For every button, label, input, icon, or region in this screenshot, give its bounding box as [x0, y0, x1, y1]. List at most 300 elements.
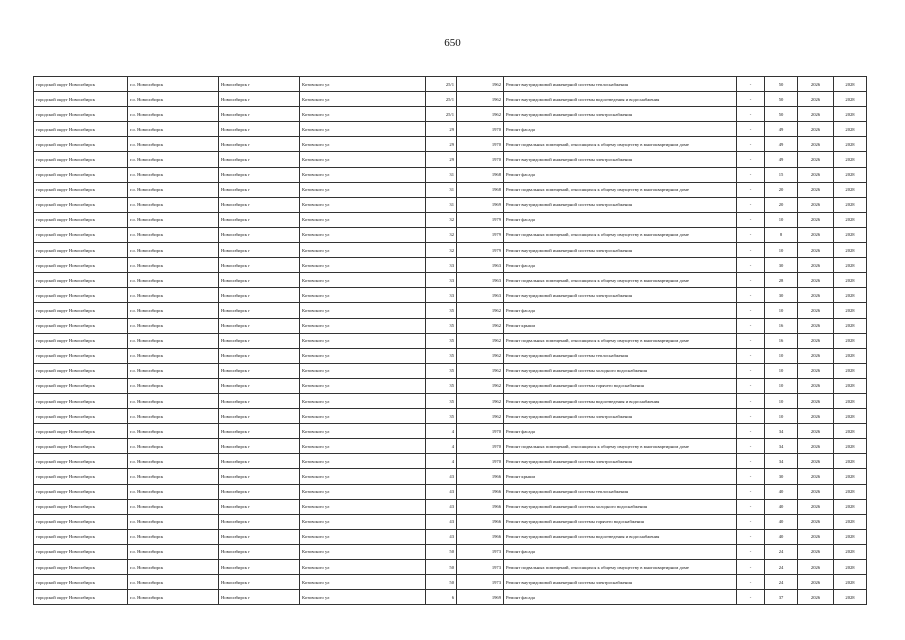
- cell-district: г.о. Новосибирск: [128, 288, 219, 303]
- cell-street: Котовского ул: [300, 182, 426, 197]
- cell-house-number: 4: [426, 439, 457, 454]
- cell-placeholder-dash: -: [737, 243, 765, 258]
- cell-end-year: 2028: [834, 590, 867, 605]
- cell-district: г.о. Новосибирск: [128, 590, 219, 605]
- table-row: [34, 590, 867, 605]
- cell-house-number: 35: [426, 303, 457, 318]
- cell-district: г.о. Новосибирск: [128, 409, 219, 424]
- cell-end-year: 2028: [834, 77, 867, 92]
- table-row: [34, 92, 867, 107]
- cell-house-number: 43: [426, 514, 457, 529]
- cell-district: г.о. Новосибирск: [128, 137, 219, 152]
- cell-district: г.о. Новосибирск: [128, 454, 219, 469]
- cell-house-number: 25/1: [426, 77, 457, 92]
- cell-placeholder-dash: -: [737, 499, 765, 514]
- cell-placeholder-dash: -: [737, 393, 765, 408]
- cell-settlement: Новосибирск г: [219, 378, 300, 393]
- cell-house-number: 4: [426, 454, 457, 469]
- cell-municipality: городской округ Новосибирск: [34, 575, 128, 590]
- cell-year-built: 1973: [457, 544, 504, 559]
- cell-street: Котовского ул: [300, 484, 426, 499]
- cell-end-year: 2028: [834, 212, 867, 227]
- cell-work-type: Ремонт подвальных помещений, относящихся к общему имуществу в многоквартирном доме: [504, 560, 737, 575]
- cell-work-type: Ремонт внутридомовой инженерной системы теплоснабжения: [504, 484, 737, 499]
- cell-year-built: 1966: [457, 469, 504, 484]
- cell-settlement: Новосибирск г: [219, 227, 300, 242]
- table-row: [34, 243, 867, 258]
- cell-year-built: 1979: [457, 243, 504, 258]
- table-row: [34, 333, 867, 348]
- cell-start-year: 2026: [798, 409, 834, 424]
- cell-start-year: 2026: [798, 469, 834, 484]
- cell-street: Котовского ул: [300, 273, 426, 288]
- cell-settlement: Новосибирск г: [219, 77, 300, 92]
- cell-work-type: Ремонт внутридомовой инженерной системы электроснабжения: [504, 409, 737, 424]
- cell-placeholder-dash: -: [737, 137, 765, 152]
- cell-street: Котовского ул: [300, 243, 426, 258]
- cell-placeholder-dash: -: [737, 227, 765, 242]
- cell-end-year: 2028: [834, 454, 867, 469]
- cell-street: Котовского ул: [300, 363, 426, 378]
- cell-start-year: 2026: [798, 212, 834, 227]
- cell-street: Котовского ул: [300, 77, 426, 92]
- cell-end-year: 2028: [834, 182, 867, 197]
- cell-municipality: городской округ Новосибирск: [34, 167, 128, 182]
- cell-settlement: Новосибирск г: [219, 575, 300, 590]
- cell-house-number: 35: [426, 348, 457, 363]
- cell-start-year: 2026: [798, 544, 834, 559]
- cell-value: 34: [765, 454, 798, 469]
- table-row: [34, 484, 867, 499]
- cell-work-type: Ремонт внутридомовой инженерной системы холодного водоснабжения: [504, 363, 737, 378]
- cell-end-year: 2028: [834, 560, 867, 575]
- cell-start-year: 2026: [798, 454, 834, 469]
- cell-value: 20: [765, 182, 798, 197]
- cell-value: 16: [765, 318, 798, 333]
- cell-placeholder-dash: -: [737, 439, 765, 454]
- cell-end-year: 2028: [834, 575, 867, 590]
- cell-settlement: Новосибирск г: [219, 273, 300, 288]
- cell-placeholder-dash: -: [737, 318, 765, 333]
- cell-work-type: Ремонт внутридомовой инженерной системы электроснабжения: [504, 575, 737, 590]
- cell-street: Котовского ул: [300, 514, 426, 529]
- cell-end-year: 2028: [834, 348, 867, 363]
- cell-district: г.о. Новосибирск: [128, 303, 219, 318]
- cell-house-number: 50: [426, 575, 457, 590]
- cell-end-year: 2028: [834, 243, 867, 258]
- cell-end-year: 2028: [834, 137, 867, 152]
- cell-settlement: Новосибирск г: [219, 424, 300, 439]
- cell-placeholder-dash: -: [737, 409, 765, 424]
- cell-street: Котовского ул: [300, 318, 426, 333]
- cell-year-built: 1970: [457, 439, 504, 454]
- cell-start-year: 2026: [798, 243, 834, 258]
- cell-placeholder-dash: -: [737, 197, 765, 212]
- cell-work-type: Ремонт фасада: [504, 303, 737, 318]
- cell-work-type: Ремонт внутридомовой инженерной системы горячего водоснабжения: [504, 378, 737, 393]
- cell-district: г.о. Новосибирск: [128, 439, 219, 454]
- cell-work-type: Ремонт фасада: [504, 544, 737, 559]
- cell-settlement: Новосибирск г: [219, 393, 300, 408]
- cell-work-type: Ремонт внутридомовой инженерной системы электроснабжения: [504, 243, 737, 258]
- cell-start-year: 2026: [798, 303, 834, 318]
- cell-work-type: Ремонт подвальных помещений, относящихся к общему имуществу в многоквартирном доме: [504, 333, 737, 348]
- cell-settlement: Новосибирск г: [219, 409, 300, 424]
- cell-work-type: Ремонт фасада: [504, 212, 737, 227]
- cell-street: Котовского ул: [300, 560, 426, 575]
- cell-start-year: 2026: [798, 333, 834, 348]
- cell-value: 49: [765, 152, 798, 167]
- table-row: [34, 273, 867, 288]
- cell-end-year: 2028: [834, 258, 867, 273]
- cell-value: 49: [765, 122, 798, 137]
- cell-start-year: 2026: [798, 122, 834, 137]
- cell-year-built: 1968: [457, 182, 504, 197]
- cell-start-year: 2026: [798, 182, 834, 197]
- cell-work-type: Ремонт крыши: [504, 318, 737, 333]
- page-number: 650: [444, 37, 461, 49]
- table-row: [34, 107, 867, 122]
- cell-year-built: 1962: [457, 77, 504, 92]
- cell-start-year: 2026: [798, 197, 834, 212]
- cell-year-built: 1979: [457, 212, 504, 227]
- cell-street: Котовского ул: [300, 499, 426, 514]
- table-row: [34, 197, 867, 212]
- cell-value: 10: [765, 348, 798, 363]
- cell-year-built: 1970: [457, 152, 504, 167]
- cell-value: 10: [765, 393, 798, 408]
- cell-district: г.о. Новосибирск: [128, 227, 219, 242]
- cell-municipality: городской округ Новосибирск: [34, 363, 128, 378]
- cell-start-year: 2026: [798, 288, 834, 303]
- cell-house-number: 43: [426, 529, 457, 544]
- cell-end-year: 2028: [834, 439, 867, 454]
- cell-district: г.о. Новосибирск: [128, 92, 219, 107]
- table-row: [34, 424, 867, 439]
- cell-work-type: Ремонт фасада: [504, 424, 737, 439]
- cell-end-year: 2028: [834, 273, 867, 288]
- table-row: [34, 544, 867, 559]
- cell-placeholder-dash: -: [737, 424, 765, 439]
- table-row: [34, 439, 867, 454]
- cell-value: 10: [765, 409, 798, 424]
- cell-start-year: 2026: [798, 227, 834, 242]
- cell-settlement: Новосибирск г: [219, 212, 300, 227]
- cell-municipality: городской округ Новосибирск: [34, 258, 128, 273]
- cell-end-year: 2028: [834, 318, 867, 333]
- cell-end-year: 2028: [834, 499, 867, 514]
- cell-municipality: городской округ Новосибирск: [34, 439, 128, 454]
- cell-district: г.о. Новосибирск: [128, 318, 219, 333]
- cell-house-number: 50: [426, 560, 457, 575]
- table-row: [34, 122, 867, 137]
- cell-house-number: 33: [426, 288, 457, 303]
- cell-district: г.о. Новосибирск: [128, 243, 219, 258]
- cell-street: Котовского ул: [300, 424, 426, 439]
- cell-value: 16: [765, 333, 798, 348]
- cell-house-number: 33: [426, 258, 457, 273]
- cell-district: г.о. Новосибирск: [128, 167, 219, 182]
- cell-work-type: Ремонт внутридомовой инженерной системы электроснабжения: [504, 454, 737, 469]
- cell-placeholder-dash: -: [737, 348, 765, 363]
- cell-settlement: Новосибирск г: [219, 529, 300, 544]
- cell-end-year: 2028: [834, 197, 867, 212]
- cell-start-year: 2026: [798, 273, 834, 288]
- cell-start-year: 2026: [798, 560, 834, 575]
- cell-municipality: городской округ Новосибирск: [34, 514, 128, 529]
- cell-settlement: Новосибирск г: [219, 544, 300, 559]
- cell-year-built: 1962: [457, 92, 504, 107]
- cell-municipality: городской округ Новосибирск: [34, 499, 128, 514]
- cell-start-year: 2026: [798, 318, 834, 333]
- cell-placeholder-dash: -: [737, 560, 765, 575]
- cell-district: г.о. Новосибирск: [128, 484, 219, 499]
- table-row: [34, 393, 867, 408]
- cell-start-year: 2026: [798, 92, 834, 107]
- cell-settlement: Новосибирск г: [219, 167, 300, 182]
- cell-end-year: 2028: [834, 107, 867, 122]
- cell-year-built: 1968: [457, 167, 504, 182]
- table-row: [34, 514, 867, 529]
- cell-house-number: 35: [426, 393, 457, 408]
- cell-start-year: 2026: [798, 137, 834, 152]
- cell-street: Котовского ул: [300, 122, 426, 137]
- cell-street: Котовского ул: [300, 288, 426, 303]
- cell-house-number: 29: [426, 152, 457, 167]
- cell-district: г.о. Новосибирск: [128, 529, 219, 544]
- cell-end-year: 2028: [834, 378, 867, 393]
- cell-district: г.о. Новосибирск: [128, 393, 219, 408]
- cell-end-year: 2028: [834, 529, 867, 544]
- cell-district: г.о. Новосибирск: [128, 152, 219, 167]
- cell-municipality: городской округ Новосибирск: [34, 152, 128, 167]
- cell-value: 40: [765, 484, 798, 499]
- cell-settlement: Новосибирск г: [219, 560, 300, 575]
- cell-year-built: 1973: [457, 560, 504, 575]
- cell-year-built: 1966: [457, 529, 504, 544]
- cell-placeholder-dash: -: [737, 182, 765, 197]
- cell-placeholder-dash: -: [737, 167, 765, 182]
- cell-year-built: 1970: [457, 424, 504, 439]
- cell-start-year: 2026: [798, 167, 834, 182]
- cell-street: Котовского ул: [300, 439, 426, 454]
- cell-house-number: 50: [426, 544, 457, 559]
- cell-municipality: городской округ Новосибирск: [34, 137, 128, 152]
- cell-municipality: городской округ Новосибирск: [34, 544, 128, 559]
- cell-start-year: 2026: [798, 393, 834, 408]
- cell-work-type: Ремонт внутридомовой инженерной системы электроснабжения: [504, 197, 737, 212]
- cell-placeholder-dash: -: [737, 484, 765, 499]
- cell-house-number: 29: [426, 137, 457, 152]
- cell-municipality: городской округ Новосибирск: [34, 318, 128, 333]
- cell-year-built: 1966: [457, 514, 504, 529]
- cell-work-type: Ремонт внутридомовой инженерной системы теплоснабжения: [504, 77, 737, 92]
- cell-settlement: Новосибирск г: [219, 303, 300, 318]
- cell-end-year: 2028: [834, 544, 867, 559]
- cell-street: Котовского ул: [300, 152, 426, 167]
- cell-street: Котовского ул: [300, 454, 426, 469]
- cell-municipality: городской округ Новосибирск: [34, 303, 128, 318]
- table-row: [34, 137, 867, 152]
- cell-value: 34: [765, 424, 798, 439]
- cell-street: Котовского ул: [300, 92, 426, 107]
- cell-house-number: 35: [426, 409, 457, 424]
- cell-street: Котовского ул: [300, 544, 426, 559]
- cell-placeholder-dash: -: [737, 514, 765, 529]
- cell-value: 24: [765, 544, 798, 559]
- cell-end-year: 2028: [834, 288, 867, 303]
- cell-house-number: 35: [426, 318, 457, 333]
- cell-year-built: 1966: [457, 484, 504, 499]
- table-row: [34, 469, 867, 484]
- cell-value: 50: [765, 92, 798, 107]
- table-row: [34, 212, 867, 227]
- cell-start-year: 2026: [798, 514, 834, 529]
- cell-year-built: 1962: [457, 318, 504, 333]
- cell-start-year: 2026: [798, 575, 834, 590]
- cell-street: Котовского ул: [300, 348, 426, 363]
- cell-house-number: 25/1: [426, 92, 457, 107]
- cell-end-year: 2028: [834, 333, 867, 348]
- cell-end-year: 2028: [834, 393, 867, 408]
- cell-district: г.о. Новосибирск: [128, 499, 219, 514]
- cell-street: Котовского ул: [300, 393, 426, 408]
- cell-start-year: 2026: [798, 424, 834, 439]
- cell-year-built: 1962: [457, 107, 504, 122]
- cell-house-number: 35: [426, 363, 457, 378]
- cell-work-type: Ремонт внутридомовой инженерной системы электроснабжения: [504, 152, 737, 167]
- cell-house-number: 31: [426, 182, 457, 197]
- cell-work-type: Ремонт крыши: [504, 469, 737, 484]
- cell-street: Котовского ул: [300, 137, 426, 152]
- cell-street: Котовского ул: [300, 303, 426, 318]
- cell-year-built: 1973: [457, 575, 504, 590]
- cell-placeholder-dash: -: [737, 363, 765, 378]
- cell-house-number: 43: [426, 469, 457, 484]
- cell-house-number: 25/1: [426, 107, 457, 122]
- cell-year-built: 1970: [457, 454, 504, 469]
- cell-end-year: 2028: [834, 227, 867, 242]
- cell-house-number: 35: [426, 333, 457, 348]
- cell-municipality: городской округ Новосибирск: [34, 212, 128, 227]
- cell-work-type: Ремонт подвальных помещений, относящихся к общему имуществу в многоквартирном доме: [504, 227, 737, 242]
- cell-settlement: Новосибирск г: [219, 288, 300, 303]
- cell-municipality: городской округ Новосибирск: [34, 273, 128, 288]
- cell-value: 10: [765, 363, 798, 378]
- cell-settlement: Новосибирск г: [219, 333, 300, 348]
- cell-municipality: городской округ Новосибирск: [34, 484, 128, 499]
- cell-year-built: 1963: [457, 273, 504, 288]
- cell-municipality: городской округ Новосибирск: [34, 454, 128, 469]
- cell-settlement: Новосибирск г: [219, 92, 300, 107]
- cell-district: г.о. Новосибирск: [128, 514, 219, 529]
- cell-value: 40: [765, 514, 798, 529]
- cell-work-type: Ремонт внутридомовой инженерной системы горячего водоснабжения: [504, 514, 737, 529]
- cell-house-number: 32: [426, 243, 457, 258]
- table-row: [34, 575, 867, 590]
- cell-municipality: городской округ Новосибирск: [34, 243, 128, 258]
- cell-year-built: 1970: [457, 137, 504, 152]
- cell-work-type: Ремонт внутридомовой инженерной системы электроснабжения: [504, 107, 737, 122]
- cell-street: Котовского ул: [300, 107, 426, 122]
- cell-house-number: 4: [426, 424, 457, 439]
- table-row: [34, 288, 867, 303]
- cell-settlement: Новосибирск г: [219, 243, 300, 258]
- cell-start-year: 2026: [798, 77, 834, 92]
- cell-placeholder-dash: -: [737, 454, 765, 469]
- table-row: [34, 227, 867, 242]
- cell-placeholder-dash: -: [737, 378, 765, 393]
- cell-work-type: Ремонт внутридомовой инженерной системы водоотведения и водоснабжения: [504, 529, 737, 544]
- cell-district: г.о. Новосибирск: [128, 424, 219, 439]
- table-row: [34, 409, 867, 424]
- cell-settlement: Новосибирск г: [219, 197, 300, 212]
- cell-settlement: Новосибирск г: [219, 107, 300, 122]
- cell-settlement: Новосибирск г: [219, 469, 300, 484]
- table-row: [34, 152, 867, 167]
- cell-work-type: Ремонт подвальных помещений, относящихся к общему имуществу в многоквартирном доме: [504, 137, 737, 152]
- cell-house-number: 6: [426, 590, 457, 605]
- cell-placeholder-dash: -: [737, 92, 765, 107]
- cell-value: 37: [765, 590, 798, 605]
- cell-year-built: 1963: [457, 288, 504, 303]
- cell-year-built: 1962: [457, 348, 504, 363]
- cell-start-year: 2026: [798, 378, 834, 393]
- cell-district: г.о. Новосибирск: [128, 258, 219, 273]
- cell-placeholder-dash: -: [737, 152, 765, 167]
- table-row: [34, 378, 867, 393]
- cell-house-number: 43: [426, 484, 457, 499]
- cell-value: 28: [765, 273, 798, 288]
- cell-placeholder-dash: -: [737, 288, 765, 303]
- cell-district: г.о. Новосибирск: [128, 333, 219, 348]
- cell-street: Котовского ул: [300, 333, 426, 348]
- cell-municipality: городской округ Новосибирск: [34, 560, 128, 575]
- cell-house-number: 29: [426, 122, 457, 137]
- cell-end-year: 2028: [834, 514, 867, 529]
- cell-street: Котовского ул: [300, 575, 426, 590]
- cell-municipality: городской округ Новосибирск: [34, 227, 128, 242]
- cell-district: г.о. Новосибирск: [128, 363, 219, 378]
- cell-year-built: 1962: [457, 363, 504, 378]
- cell-street: Котовского ул: [300, 227, 426, 242]
- cell-end-year: 2028: [834, 409, 867, 424]
- cell-settlement: Новосибирск г: [219, 439, 300, 454]
- cell-placeholder-dash: -: [737, 273, 765, 288]
- table-row: [34, 348, 867, 363]
- table-row: [34, 363, 867, 378]
- cell-value: 24: [765, 560, 798, 575]
- cell-street: Котовского ул: [300, 409, 426, 424]
- cell-year-built: 1962: [457, 378, 504, 393]
- cell-value: 30: [765, 258, 798, 273]
- cell-value: 8: [765, 227, 798, 242]
- cell-municipality: городской округ Новосибирск: [34, 424, 128, 439]
- cell-district: г.о. Новосибирск: [128, 575, 219, 590]
- cell-placeholder-dash: -: [737, 590, 765, 605]
- cell-settlement: Новосибирск г: [219, 363, 300, 378]
- cell-value: 10: [765, 303, 798, 318]
- cell-start-year: 2026: [798, 258, 834, 273]
- cell-municipality: городской округ Новосибирск: [34, 107, 128, 122]
- cell-street: Котовского ул: [300, 167, 426, 182]
- cell-year-built: 1966: [457, 499, 504, 514]
- cell-placeholder-dash: -: [737, 258, 765, 273]
- table-body: [34, 77, 867, 605]
- cell-start-year: 2026: [798, 529, 834, 544]
- cell-work-type: Ремонт внутридомовой инженерной системы электроснабжения: [504, 288, 737, 303]
- cell-value: 15: [765, 167, 798, 182]
